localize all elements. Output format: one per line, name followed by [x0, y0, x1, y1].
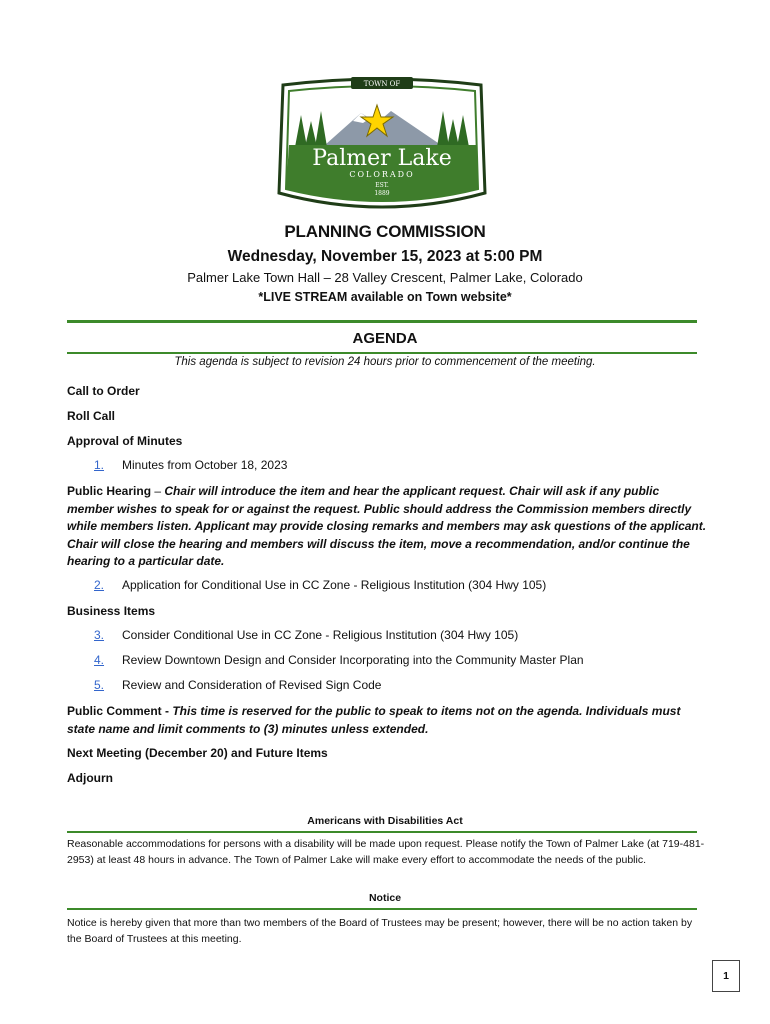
live-stream-note: *LIVE STREAM available on Town website* [258, 290, 512, 304]
public-hearing-desc: Chair will introduce the item and hear the applicant request. Chair will ask if any public member wishes to speak for or against the request. Public should address the Commission members directly while members listen. Applicant may provide closing remarks and members may ask questions of the applicant. Chair will close the hearing and members will discuss the item, move a recommendation, and/or continue the hearing to a particular date. [67, 484, 707, 568]
palmer-lake-logo [273, 75, 491, 215]
page-title: PLANNING COMMISSION [284, 222, 486, 241]
roll-call: Roll Call [67, 409, 116, 423]
ada-text: Reasonable accommodations for persons with a disability will be made upon request. Please notify the Town of Palmer Lake (at 719-481-2953) at least 48 hours in advance. The Town of Palmer Lake will make every effort to accommodate the needs of the public. [67, 838, 705, 866]
agenda-heading: AGENDA [352, 330, 418, 347]
item-2-text: Application for Conditional Use in CC Zone - Religious Institution (304 Hwy 105) [122, 578, 547, 592]
meeting-location: Palmer Lake Town Hall – 28 Valley Crescent, Palmer Lake, Colorado [187, 270, 583, 285]
call-to-order: Call to Order [67, 384, 140, 398]
item-4-link[interactable]: 4. [94, 653, 105, 667]
public-hearing [67, 483, 707, 571]
meeting-date: Wednesday, November 15, 2023 at 5:00 PM [227, 248, 543, 265]
divider-agenda [67, 352, 697, 354]
notice-title: Notice [368, 892, 402, 904]
item-1-text: Minutes from October 18, 2023 [122, 458, 288, 472]
item-4-text: Review Downtown Design and Consider Incorporating into the Community Master Plan [122, 653, 584, 667]
page-number: 1 [712, 960, 740, 992]
logo-top-text: TOWN OF [363, 80, 401, 88]
agenda-item-3 [94, 628, 518, 642]
business-items: Business Items [67, 604, 156, 618]
logo-year: 1889 [374, 190, 390, 197]
public-hearing-label: Public Hearing [67, 484, 152, 498]
divider-notice [67, 908, 697, 910]
public-hearing-dash: – [151, 484, 165, 498]
logo-est: EST. [375, 182, 389, 189]
next-meeting: Next Meeting (December 20) and Future Items [67, 746, 328, 760]
approval-of-minutes: Approval of Minutes [67, 434, 183, 448]
ada-title: Americans with Disabilities Act [307, 815, 463, 827]
logo-state: COLORADO [349, 170, 415, 179]
notice-text: Notice is hereby given that more than two members of the Board of Trustees may be present; however, there will be no action taken by the Board of Trustees at this meeting. [67, 917, 693, 945]
item-3-link[interactable]: 3. [94, 628, 105, 642]
agenda-subtitle: This agenda is subject to revision 24 hours prior to commencement of the meeting. [174, 356, 596, 368]
item-5-text: Review and Consideration of Revised Sign Code [122, 678, 382, 692]
agenda-item-4 [94, 653, 584, 667]
adjourn: Adjourn [67, 771, 113, 785]
agenda-item-2 [94, 578, 546, 592]
logo-name: Palmer Lake [312, 146, 452, 171]
agenda-item-5 [94, 678, 381, 692]
item-5-link[interactable]: 5. [94, 678, 105, 692]
public-comment [67, 703, 707, 738]
item-1-link[interactable]: 1. [94, 458, 105, 472]
public-comment-label: Public Comment - [67, 704, 173, 718]
agenda-item-1 [94, 458, 287, 472]
item-3-text: Consider Conditional Use in CC Zone - Religious Institution (304 Hwy 105) [122, 628, 519, 642]
divider-ada [67, 831, 697, 833]
public-comment-desc: This time is reserved for the public to speak to items not on the agenda. Individuals must state name and limit comments to (3) minutes unless extended. [67, 704, 681, 736]
item-2-link[interactable]: 2. [94, 578, 105, 592]
divider-top [67, 320, 697, 323]
